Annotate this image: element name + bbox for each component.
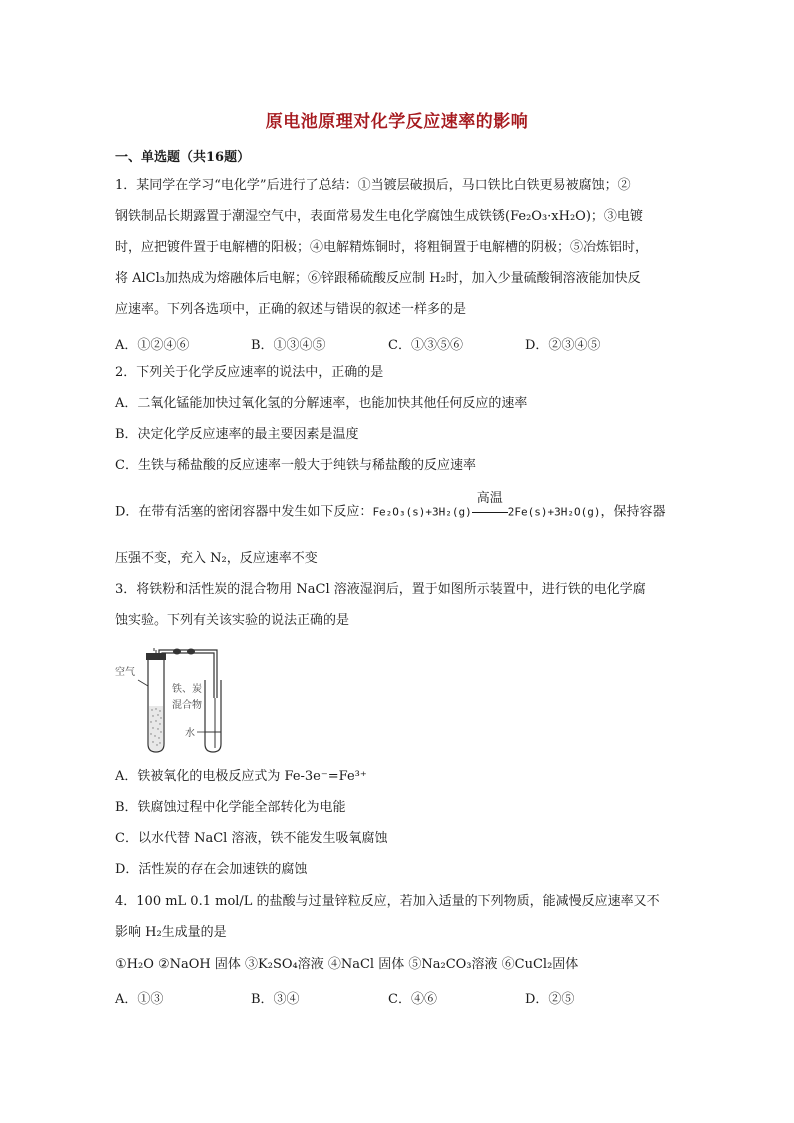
q2-option-c: C．生铁与稀盐酸的反应速率一般大于纯铁与稀盐酸的反应速率: [115, 458, 476, 473]
q2-equation-right: 2Fe(s)+3H₂O(g): [507, 505, 601, 519]
q4-line-2: 影响 H₂生成量的是: [115, 925, 227, 940]
q1-option-d: D．②③④⑤: [525, 338, 601, 353]
q3-option-c: C．以水代替 NaCl 溶液，铁不能发生吸氧腐蚀: [115, 831, 388, 846]
tube-connector: [187, 649, 195, 655]
label-mixture-1: 铁、炭: [172, 684, 202, 695]
q1-line-3: 时，应把镀件置于电解槽的阳极；④电解精炼铜时，将粗铜置于电解槽的阴极；⑤冶炼铝时，: [115, 240, 649, 255]
q4-option-b: B．③④: [251, 992, 300, 1007]
q1-line-5: 应速率。下列各选项中，正确的叙述与错误的叙述一样多的是: [115, 302, 467, 317]
q1-option-a: A．①②④⑥: [115, 338, 190, 353]
q4-option-c: C．④⑥: [388, 992, 437, 1007]
q1-line-4: 将 AlCl₃加热成为熔融体后电解；⑥锌跟稀硫酸反应制 H₂时，加入少量硫酸铜溶液能加快反: [115, 271, 641, 286]
apparatus-diagram: [115, 648, 245, 758]
reaction-arrow: [472, 491, 508, 520]
reaction-condition: 高温: [476, 491, 503, 506]
q3-option-b: B．铁腐蚀过程中化学能全部转化为电能: [115, 800, 346, 815]
q2-option-d: [115, 491, 666, 521]
q4-items: ①H₂O ②NaOH 固体 ③K₂SO₄溶液 ④NaCl 固体 ⑤Na₂CO₃溶液 ⑥CuCl₂固体: [115, 957, 579, 972]
experiment-apparatus-figure: [115, 648, 245, 758]
q3-option-a: A．铁被氧化的电极反应式为 Fe-3e⁻=Fe³⁺: [115, 769, 367, 784]
q4-option-a: A．①③: [115, 992, 164, 1007]
q2-stem: 2．下列关于化学反应速率的说法中，正确的是: [115, 365, 384, 380]
tube-connector: [173, 649, 181, 655]
q3-line-2: 蚀实验。下列有关该实验的说法正确的是: [115, 613, 350, 628]
q4-line-1: 4．100 mL 0.1 mol/L 的盐酸与过量锌粒反应，若加入适量的下列物质，能减慢反应速率又不: [115, 894, 660, 909]
q2-d-suffix: ，保持容器: [600, 504, 666, 520]
q2-option-b: B．决定化学反应速率的最主要因素是温度: [115, 427, 359, 442]
label-water: 水: [185, 728, 195, 739]
label-air: 空气: [115, 667, 135, 678]
q2-option-a: A．二氧化锰能加快过氧化氢的分解速率，也能加快其他任何反应的速率: [115, 396, 528, 411]
label-mixture-2: 混合物: [172, 700, 202, 711]
q1-option-b: B．①③④⑤: [251, 338, 326, 353]
right-test-tube: [205, 680, 221, 752]
q2-equation-left: Fe₂O₃(s)+3H₂(g): [372, 505, 472, 519]
section-heading: 一、单选题（共16题）: [115, 150, 251, 165]
q1-line-1: 1．某同学在学习“电化学”后进行了总结：①当镀层破损后，马口铁比白铁更易被腐蚀；②: [115, 178, 631, 193]
rubber-stopper: [146, 653, 166, 660]
page-title: 原电池原理对化学反应速率的影响: [265, 112, 529, 132]
q2-option-d-line2: 压强不变，充入 N₂，反应速率不变: [115, 551, 318, 566]
q3-option-d: D．活性炭的存在会加速铁的腐蚀: [115, 862, 308, 877]
q1-option-c: C．①③⑤⑥: [388, 338, 463, 353]
iron-carbon-mixture: [149, 706, 163, 751]
q4-option-d: D．②⑤: [525, 992, 575, 1007]
q1-line-2: 钢铁制品长期露置于潮湿空气中，表面常易发生电化学腐蚀生成铁锈(Fe₂O₃·xH₂O)；③电镀: [115, 209, 643, 224]
q2-d-prefix: D．在带有活塞的密闭容器中发生如下反应：: [115, 504, 373, 520]
reaction-line: [472, 512, 508, 513]
q3-line-1: 3．将铁粉和活性炭的混合物用 NaCl 溶液湿润后，置于如图所示装置中，进行铁的电化学腐: [115, 582, 646, 597]
